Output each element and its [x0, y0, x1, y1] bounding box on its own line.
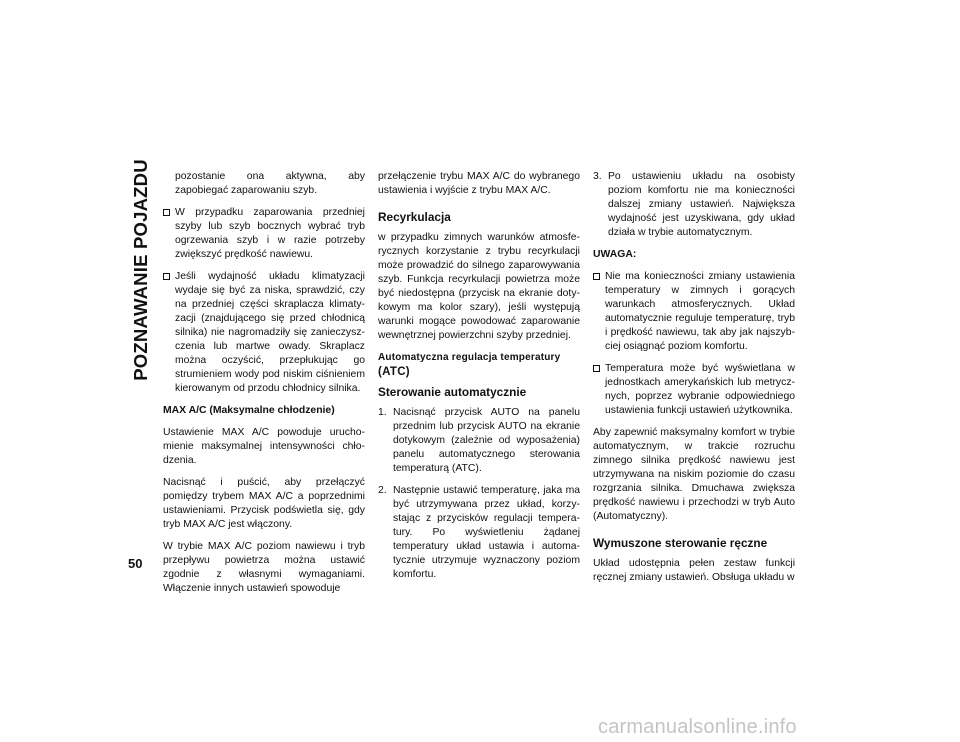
bullet-item: Jeśli wydajność układu klimatyzacji wydaje się być za niska, sprawdzić, czy na przedniej części skraplacza klimatyzacji (znajdującego się przed chłodnicą silnika) nie nagromadziły się zanieczyszczenia lub martwe owady. Skraplacz można oczyścić, przepłukując go strumieniem wody pod niskim ciśnieniem kierowanym od przodu chłodnicy silnika. [163, 270, 365, 396]
section-side-title-text: POZNAWANIE POJAZDU [130, 159, 151, 381]
manual-override-heading: Wymuszone sterowanie ręczne [593, 536, 768, 550]
bullet-item: Nie ma konieczności zmiany ustawienia temperatury w zimnych i gorących warunkach atmosferycznych. Układ automatycznie reguluje temperaturę, tryb i prędkość nawiewu, tak aby jak najszybciej osiągnąć poziom komfortu. [593, 270, 795, 354]
paragraph: Układ udostępnia pełen zestaw funkcji ręcznej zmiany ustawień. Obsługa układu w [593, 558, 795, 583]
paragraph: Ustawienie MAX A/C powoduje uruchomienie maksymalnej intensywności chłodzenia. [163, 427, 365, 466]
bullet-item: W przypadku zaparowania przedniej szyby lub szyb bocznych wybrać tryb ogrzewania szyb i w razie potrzeby zwiększyć prędkość nawiewu. [163, 206, 365, 262]
paragraph: W trybie MAX A/C poziom nawiewu i tryb przepływu powietrza można ustawić zgodnie z własnymi wymaganiami. Włączenie innych ustawień spowoduje [163, 541, 365, 594]
item-text: Po ustawieniu układu na osobisty poziom komfortu nie ma konieczności dalszej zmiany ustawień. Największa wydajność jest uzyskiwana, gdy układ działa w trybie automatycznym. [608, 171, 795, 238]
numbered-item [593, 170, 795, 240]
watermark: carmanualsonline.info [598, 716, 797, 738]
text-column-1 [163, 170, 365, 604]
paragraph: Nacisnąć i puścić, aby przełączyć pomiędzy trybem MAX A/C a poprzednimi ustawieniami. Przycisk podświetla się, gdy tryb MAX A/C jest włączony. [163, 477, 365, 530]
paragraph: przełączenie trybu MAX A/C do wybranego ustawienia i wyjście z trybu MAX A/C. [378, 171, 580, 196]
item-number: 1. [378, 407, 387, 418]
atc-heading-line-1: Automatyczna regulacja temperatury [378, 352, 561, 363]
continued-bullet-text: pozostanie ona aktywna, aby zapobiegać zaparowaniu szyb. [175, 171, 365, 196]
numbered-item [378, 406, 580, 476]
paragraph: Aby zapewnić maksymalny komfort w trybie automatycznym, w trakcie rozruchu zimnego silnika prędkość nawiewu jest utrzymywana na niskim poziomie do czasu rozgrzania silnika. Dmuchawa zwiększa prędkość nawiewu i przechodzi w tryb Auto (Automatyczny). [593, 427, 795, 522]
numbered-item [378, 484, 580, 582]
bullet-item: Temperatura może być wyświetlana w jednostkach amerykańskich lub metrycznych, poprzez wybranie odpowiedniego ustawienia funkcji ustawień użytkownika. [593, 362, 795, 418]
page-number: 50 [128, 556, 143, 571]
section-side-title [123, 159, 159, 381]
automatic-control-heading: Sterowanie automatycznie [378, 385, 527, 399]
paragraph: w przypadku zimnych warunków atmosferycznych korzystanie z trybu recyrkulacji może prowadzić do silnego zaparowywania szyb. Funkcja recyrkulacji powietrza może być niedostępna (przycisk na ekranie dotykowym ma kolor szary), jeśli występują warunki mogące powodować zaparowanie wewnętrznej powierzchni szyby przedniej. [378, 232, 580, 341]
max-ac-heading: MAX A/C (Maksymalne chłodzenie) [163, 405, 335, 416]
atc-heading-line-2: (ATC) [378, 366, 410, 378]
item-number: 3. [593, 171, 602, 182]
text-column-3 [593, 170, 795, 593]
item-text: Następnie ustawić temperaturę, jaka ma być utrzymywana przez układ, korzystając z przycisków regulacji temperatury. Po wyświetleniu żądanej temperatury układ ustawia i automatycznie utrzymuje wyznaczony poziom komfortu. [393, 485, 580, 580]
text-column-2 [378, 170, 580, 590]
note-heading: UWAGA: [593, 249, 637, 260]
item-number: 2. [378, 485, 387, 496]
recirculation-heading: Recyrkulacja [378, 210, 451, 224]
item-text: Nacisnąć przycisk AUTO na panelu przednim lub przycisk AUTO na ekranie dotykowym (zależnie od wyposażenia) panelu automatycznego sterowania temperaturą (ATC). [393, 407, 580, 474]
